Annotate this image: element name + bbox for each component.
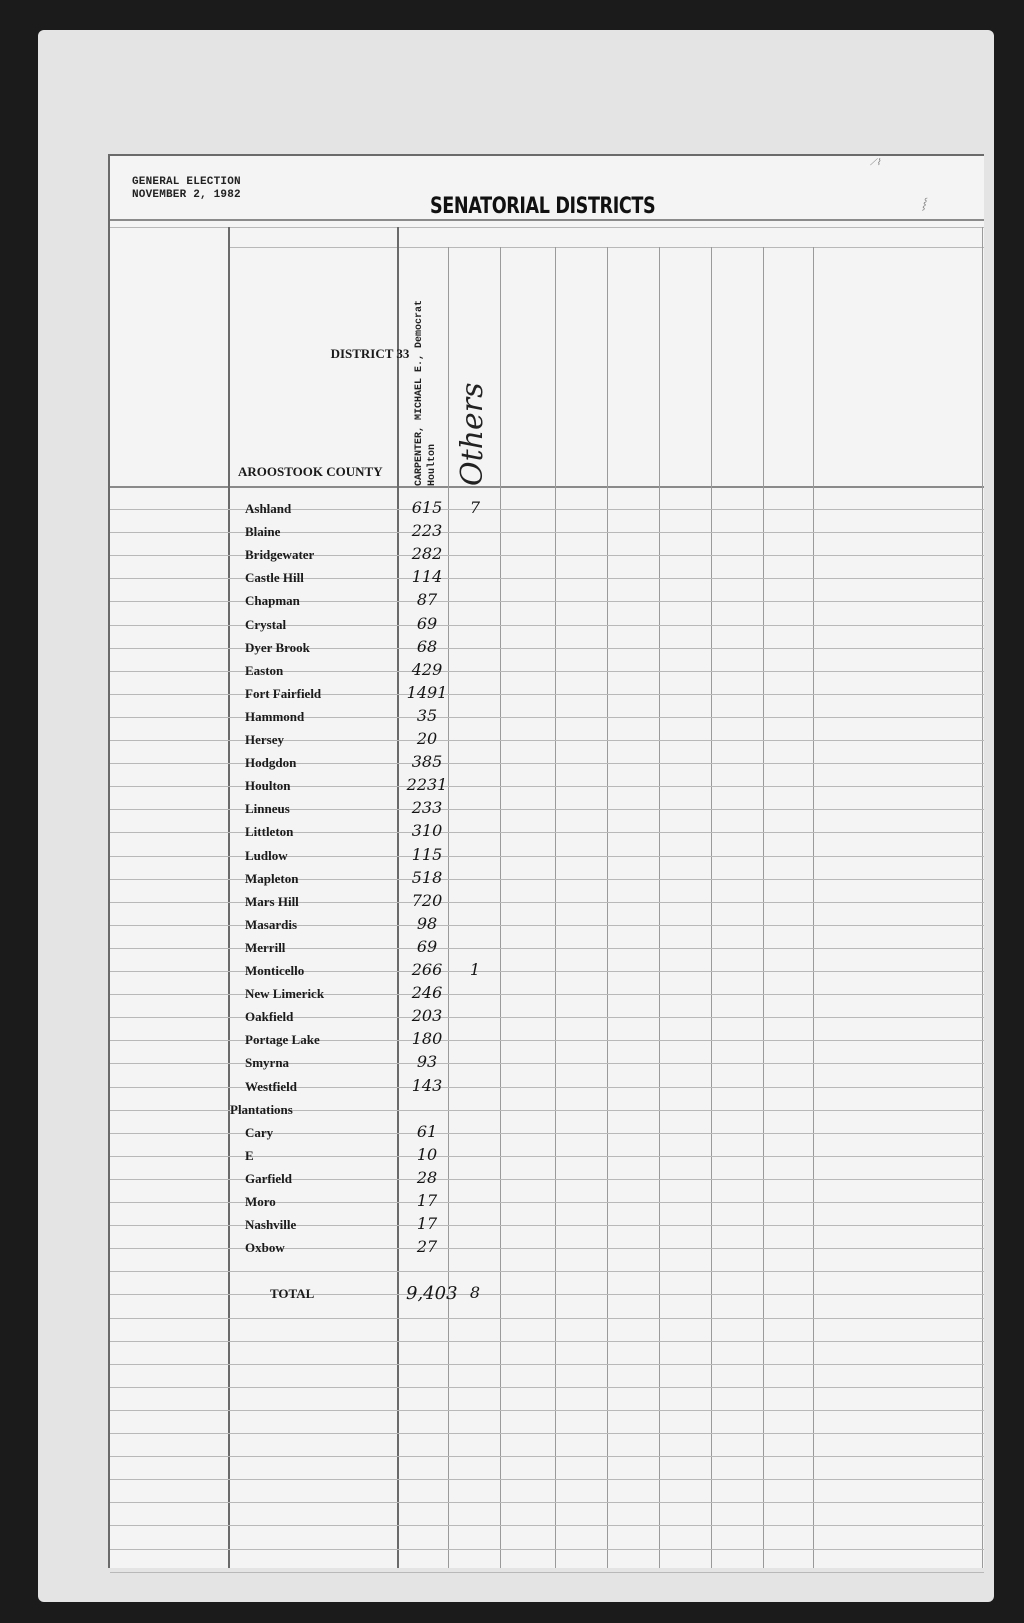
table-row xyxy=(110,637,984,660)
table-row xyxy=(110,498,984,521)
candidate-name: CARPENTER, MICHAEL E., Democrat xyxy=(414,299,425,486)
candidate-votes: 10 xyxy=(416,1144,438,1164)
town-name: Hersey xyxy=(245,732,284,747)
town-name: Nashville xyxy=(245,1217,297,1233)
election-name: GENERAL ELECTION xyxy=(132,176,241,188)
town-name: Houlton xyxy=(245,778,291,794)
table-row xyxy=(110,1006,984,1029)
town-name: Mars Hill xyxy=(245,893,299,909)
ruled-line xyxy=(110,1364,984,1365)
table-row xyxy=(110,821,984,844)
candidate-votes: 28 xyxy=(416,1167,438,1187)
table-row xyxy=(110,590,984,613)
table-row xyxy=(110,1076,984,1099)
rule-header-bottom xyxy=(110,486,984,488)
candidate-votes: 518 xyxy=(411,867,443,887)
table-row xyxy=(110,798,984,821)
ruled-line xyxy=(110,1387,984,1388)
candidate-votes: 87 xyxy=(416,590,438,610)
margin-scribble-top: ⟋⌇ xyxy=(870,158,881,168)
town-name: E xyxy=(245,1147,254,1163)
town-name: Hammond xyxy=(245,708,305,724)
candidate-votes: 720 xyxy=(411,890,443,910)
table-row xyxy=(110,1052,984,1075)
town-name: Dyer Brook xyxy=(245,639,310,655)
candidate-votes: 310 xyxy=(411,821,443,841)
candidate-votes: 223 xyxy=(411,521,443,541)
town-name: Littleton xyxy=(245,824,294,840)
table-row xyxy=(110,868,984,891)
town-name: Portage Lake xyxy=(245,1032,320,1048)
table-row xyxy=(110,775,984,798)
town-name: Fort Fairfield xyxy=(245,685,322,701)
ruled-line xyxy=(110,1502,984,1503)
town-name: Garfield xyxy=(245,1170,292,1186)
table-row xyxy=(110,891,984,914)
table-row xyxy=(110,914,984,937)
table-row xyxy=(110,1168,984,1191)
table-row xyxy=(110,1029,984,1052)
town-name: Chapman xyxy=(245,593,300,609)
town-name: Moro xyxy=(245,1194,276,1209)
town-name: Ludlow xyxy=(245,847,288,863)
town-name: Linneus xyxy=(245,801,290,817)
table-row xyxy=(110,937,984,960)
others-votes: 1 xyxy=(469,960,481,979)
candidate-votes: 69 xyxy=(416,936,438,956)
town-name: Easton xyxy=(245,662,284,678)
ruled-line xyxy=(110,1456,984,1457)
table-row xyxy=(110,660,984,683)
district-label: DISTRICT 33 xyxy=(330,346,410,361)
page-title: SENATORIAL DISTRICTS xyxy=(430,194,656,219)
candidate-votes: 17 xyxy=(416,1214,438,1234)
candidate-votes: 98 xyxy=(416,913,438,933)
candidate-votes: 233 xyxy=(411,798,443,818)
table-row xyxy=(110,521,984,544)
ruled-line xyxy=(110,1479,984,1480)
town-name: Castle Hill xyxy=(245,570,304,586)
margin-scribble-right: ⸾ xyxy=(922,197,926,210)
election-header xyxy=(132,176,241,202)
town-name: Monticello xyxy=(245,963,305,978)
candidate-votes: 429 xyxy=(411,659,443,679)
town-name: Plantations xyxy=(230,1101,293,1117)
candidate-votes: 17 xyxy=(416,1191,438,1210)
candidate-votes: 143 xyxy=(411,1075,443,1095)
candidate-votes: 2231 xyxy=(406,775,448,795)
town-name: Ashland xyxy=(245,501,292,516)
table-row xyxy=(110,1099,984,1122)
candidate-votes: 180 xyxy=(411,1029,443,1049)
table-row xyxy=(110,706,984,729)
table-row xyxy=(110,1237,984,1260)
candidate-votes: 246 xyxy=(411,983,443,1003)
table-row xyxy=(110,845,984,868)
candidate-header xyxy=(413,266,439,486)
ruled-line xyxy=(110,1525,984,1526)
ruled-line xyxy=(110,1341,984,1342)
election-date: NOVEMBER 2, 1982 xyxy=(132,189,241,201)
town-name: Oakfield xyxy=(245,1009,294,1025)
candidate-votes: 115 xyxy=(411,844,443,864)
total-others: 8 xyxy=(469,1283,481,1303)
ruled-line xyxy=(110,1433,984,1434)
others-header: Others xyxy=(455,382,490,486)
rule-top-inner xyxy=(110,227,984,228)
candidate-votes: 35 xyxy=(416,705,438,725)
table-row xyxy=(110,752,984,775)
town-name: Westfield xyxy=(245,1078,297,1094)
candidate-votes: 282 xyxy=(411,544,443,564)
town-name: Crystal xyxy=(245,616,287,632)
town-name: Hodgdon xyxy=(245,755,297,771)
town-name: Smyrna xyxy=(245,1055,290,1071)
ruled-line xyxy=(110,1410,984,1411)
county-label: AROOSTOOK COUNTY xyxy=(238,464,383,479)
candidate-town: Houlton xyxy=(427,443,438,486)
table-row xyxy=(110,729,984,752)
table-row xyxy=(110,960,984,983)
candidate-votes: 615 xyxy=(411,498,443,517)
table-row xyxy=(110,544,984,567)
candidate-votes: 27 xyxy=(416,1237,438,1257)
candidate-votes: 61 xyxy=(416,1121,438,1141)
table-row xyxy=(110,1214,984,1237)
ruled-line xyxy=(110,1572,984,1573)
candidate-votes: 385 xyxy=(411,752,443,772)
table-row xyxy=(110,683,984,706)
town-name: Blaine xyxy=(245,524,281,540)
table-row xyxy=(110,1122,984,1145)
ruled-line xyxy=(110,1271,984,1272)
total-row xyxy=(110,1283,984,1306)
table-row xyxy=(110,1145,984,1168)
candidate-votes: 93 xyxy=(416,1052,438,1072)
total-votes: 9,403 xyxy=(406,1283,458,1305)
rule-top xyxy=(110,219,984,221)
table-row xyxy=(110,1191,984,1214)
town-name: Merrill xyxy=(245,939,286,955)
candidate-votes: 20 xyxy=(416,729,438,748)
town-name: New Limerick xyxy=(245,986,325,1002)
others-votes: 7 xyxy=(469,498,481,517)
town-name: Masardis xyxy=(245,916,297,932)
scan-frame xyxy=(38,30,994,1602)
town-name: Cary xyxy=(245,1124,274,1140)
candidate-votes: 114 xyxy=(411,567,443,587)
candidate-votes: 1491 xyxy=(406,682,448,702)
candidate-votes: 266 xyxy=(411,960,443,979)
town-name: Oxbow xyxy=(245,1240,285,1256)
table-row xyxy=(110,983,984,1006)
table-row xyxy=(110,614,984,637)
town-name: Bridgewater xyxy=(245,547,315,563)
town-name: Mapleton xyxy=(245,870,299,886)
candidate-votes: 69 xyxy=(416,613,438,633)
candidate-votes: 203 xyxy=(411,1006,443,1026)
table-row xyxy=(110,567,984,590)
ruled-line xyxy=(110,1549,984,1550)
candidate-votes: 68 xyxy=(416,636,438,656)
ledger-sheet xyxy=(108,154,984,1568)
total-label: TOTAL xyxy=(270,1286,315,1302)
ruled-line xyxy=(110,1318,984,1319)
